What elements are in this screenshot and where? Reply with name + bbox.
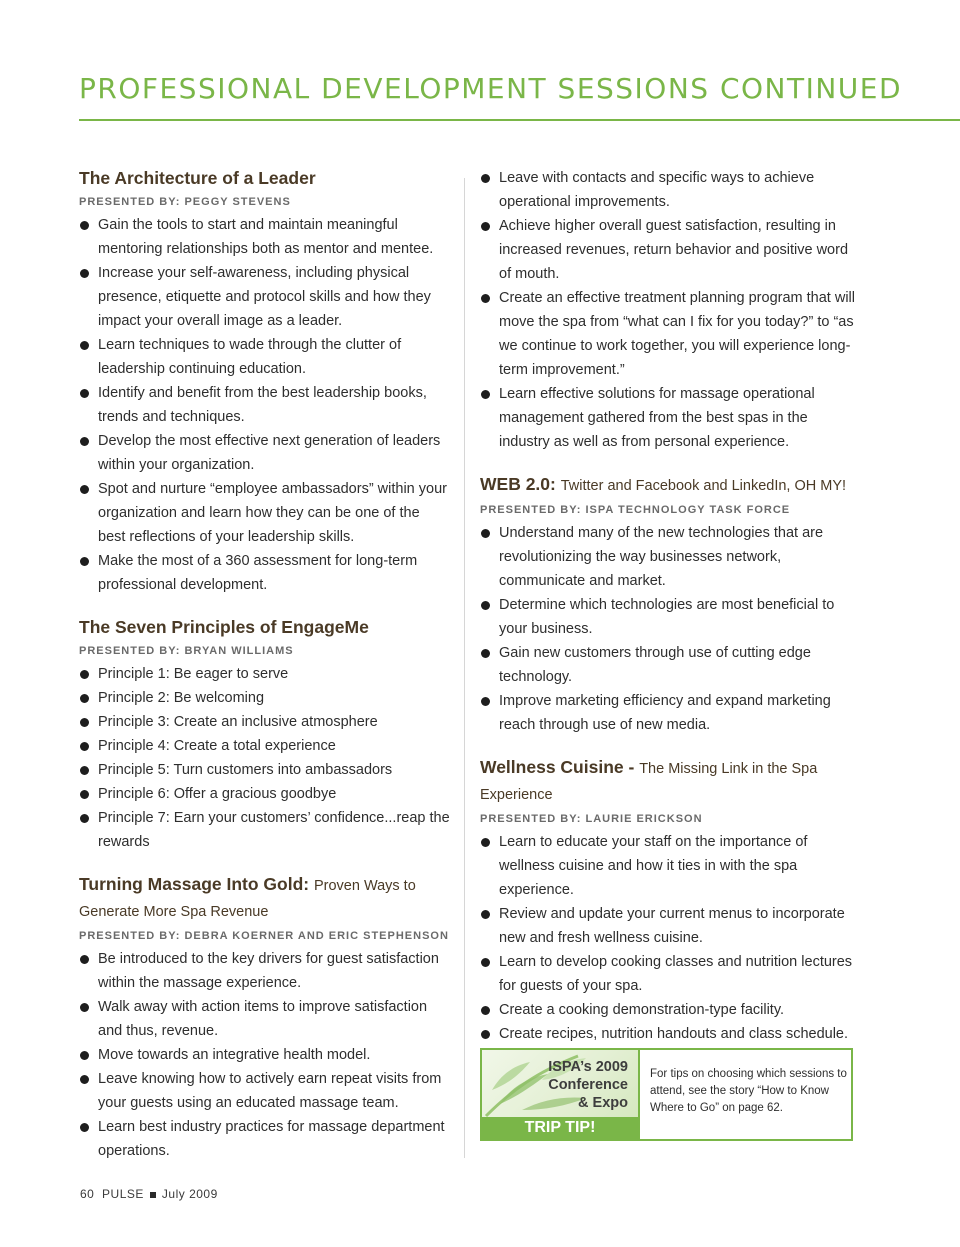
bullet-item: Develop the most effective next generation of leaders within your organization. xyxy=(79,429,451,477)
bullet-item: Gain new customers through use of cutting edge technology. xyxy=(480,641,855,689)
session-title: Turning Massage Into Gold: Proven Ways to Generate More Spa Revenue xyxy=(79,874,416,920)
trip-tip-badge xyxy=(482,1050,640,1139)
column-divider xyxy=(464,178,465,1158)
bullet-item: Principle 6: Offer a gracious goodbye xyxy=(79,782,451,806)
bullet-list xyxy=(79,947,451,1163)
session-subtitle: The Missing Link in the Spa Experience xyxy=(480,761,818,803)
bullet-list xyxy=(79,662,451,854)
publication-name: PULSE xyxy=(102,1187,144,1201)
bullet-item: Learn techniques to wade through the clutter of leadership continuing education. xyxy=(79,333,451,381)
bullet-item: Principle 2: Be welcoming xyxy=(79,686,451,710)
separator-square-icon xyxy=(150,1192,156,1198)
session-turning-massage-into-gold xyxy=(79,872,451,1163)
bullet-list xyxy=(480,166,855,454)
bullet-item: Principle 5: Turn customers into ambassadors xyxy=(79,758,451,782)
bullet-item: Understand many of the new technologies that are revolutionizing the way businesses network, communicate and market. xyxy=(480,521,855,593)
bullet-item: Create an effective treatment planning program that will move the spa from “what can I fix for you today?” to “as we continue to work together, you will experience long-term improvement.” xyxy=(480,286,855,382)
heading-rule xyxy=(79,119,960,121)
bullet-item: Determine which technologies are most beneficial to your business. xyxy=(480,593,855,641)
session-title: The Seven Principles of EngageMe xyxy=(79,617,369,637)
bullet-item: Spot and nurture “employee ambassadors” within your organization and learn how they can be one of the best reflections of your leadership skills. xyxy=(79,477,451,549)
bullet-item: Principle 7: Earn your customers’ confidence...reap the rewards xyxy=(79,806,451,854)
bullet-item: Review and update your current menus to incorporate new and fresh wellness cuisine. xyxy=(480,902,855,950)
bullet-item: Walk away with action items to improve satisfaction and thus, revenue. xyxy=(79,995,451,1043)
page-footer xyxy=(80,1187,218,1201)
bullet-item: Improve marketing efficiency and expand marketing reach through use of new media. xyxy=(480,689,855,737)
trip-tip-text: For tips on choosing which sessions to attend, see the story “How to Know Where to Go” on page 62. xyxy=(650,1068,847,1114)
session-title: WEB 2.0: Twitter and Facebook and LinkedIn, OH MY! xyxy=(480,474,847,494)
bullet-item: Move towards an integrative health model. xyxy=(79,1043,451,1067)
page-heading: PROFESSIONAL DEVELOPMENT SESSIONS CONTINUED xyxy=(79,72,903,105)
session-architecture-of-a-leader xyxy=(79,166,451,597)
session-subtitle: Proven Ways to Generate More Spa Revenue xyxy=(79,878,416,920)
session-presenter: PRESENTED BY: LAURIE ERICKSON xyxy=(480,813,703,825)
bullet-item: Principle 1: Be eager to serve xyxy=(79,662,451,686)
bullet-item: Create recipes, nutrition handouts and class schedule. xyxy=(480,1022,855,1070)
session-continued-bullets xyxy=(480,166,855,454)
bullet-item: Learn to develop cooking classes and nutrition lectures for guests of your spa. xyxy=(480,950,855,998)
bullet-item: Principle 3: Create an inclusive atmosphere xyxy=(79,710,451,734)
issue-date: July 2009 xyxy=(161,1187,218,1201)
bullet-list xyxy=(79,213,451,597)
bullet-item: Achieve higher overall guest satisfaction, resulting in increased revenues, return behavior and positive word of mouth. xyxy=(480,214,855,286)
page-number: 60 xyxy=(80,1187,95,1201)
trip-tip-box xyxy=(480,1048,853,1141)
bullet-item: Gain the tools to start and maintain meaningful mentoring relationships both as mentor and mentee. xyxy=(79,213,451,261)
session-presenter: PRESENTED BY: BRYAN WILLIAMS xyxy=(79,645,294,657)
bullet-item: Be introduced to the key drivers for guest satisfaction within the massage experience. xyxy=(79,947,451,995)
bullet-item: Make the most of a 360 assessment for long-term professional development. xyxy=(79,549,451,597)
right-column xyxy=(480,166,855,1088)
bullet-item: Identify and benefit from the best leadership books, trends and techniques. xyxy=(79,381,451,429)
bullet-item: Create a cooking demonstration-type facility. xyxy=(480,998,855,1022)
bullet-item: Leave with contacts and specific ways to achieve operational improvements. xyxy=(480,166,855,214)
bullet-item: Learn to educate your staff on the importance of wellness cuisine and how it ties in with the spa experience. xyxy=(480,830,855,902)
session-presenter: PRESENTED BY: ISPA TECHNOLOGY TASK FORCE xyxy=(480,504,791,516)
bullet-item: Principle 4: Create a total experience xyxy=(79,734,451,758)
session-subtitle: Twitter and Facebook and LinkedIn, OH MY! xyxy=(560,478,847,494)
bullet-item: Increase your self-awareness, including physical presence, etiquette and protocol skills and how they impact your overall image as a leader. xyxy=(79,261,451,333)
session-title: The Architecture of a Leader xyxy=(79,168,316,188)
bullet-item: Leave knowing how to actively earn repeat visits from your guests using an educated massage team. xyxy=(79,1067,451,1115)
bullet-item: Learn effective solutions for massage operational management gathered from the best spas in the industry as well as from personal experience. xyxy=(480,382,855,454)
session-wellness-cuisine xyxy=(480,755,855,1070)
badge-text: ISPA’s 2009 Conference & Expo xyxy=(548,1059,628,1111)
session-title: Wellness Cuisine - The Missing Link in the Spa Experience xyxy=(480,757,818,803)
trip-tip-label: TRIP TIP! xyxy=(482,1117,638,1139)
left-column xyxy=(79,166,451,1181)
bullet-list xyxy=(480,830,855,1070)
bullet-list xyxy=(480,521,855,737)
bullet-item: Learn best industry practices for massage department operations. xyxy=(79,1115,451,1163)
session-presenter: PRESENTED BY: PEGGY STEVENS xyxy=(79,196,291,208)
session-seven-principles xyxy=(79,615,451,854)
session-web-2-0 xyxy=(480,472,855,737)
session-presenter: PRESENTED BY: DEBRA KOERNER AND ERIC STEPHENSON xyxy=(79,930,449,942)
